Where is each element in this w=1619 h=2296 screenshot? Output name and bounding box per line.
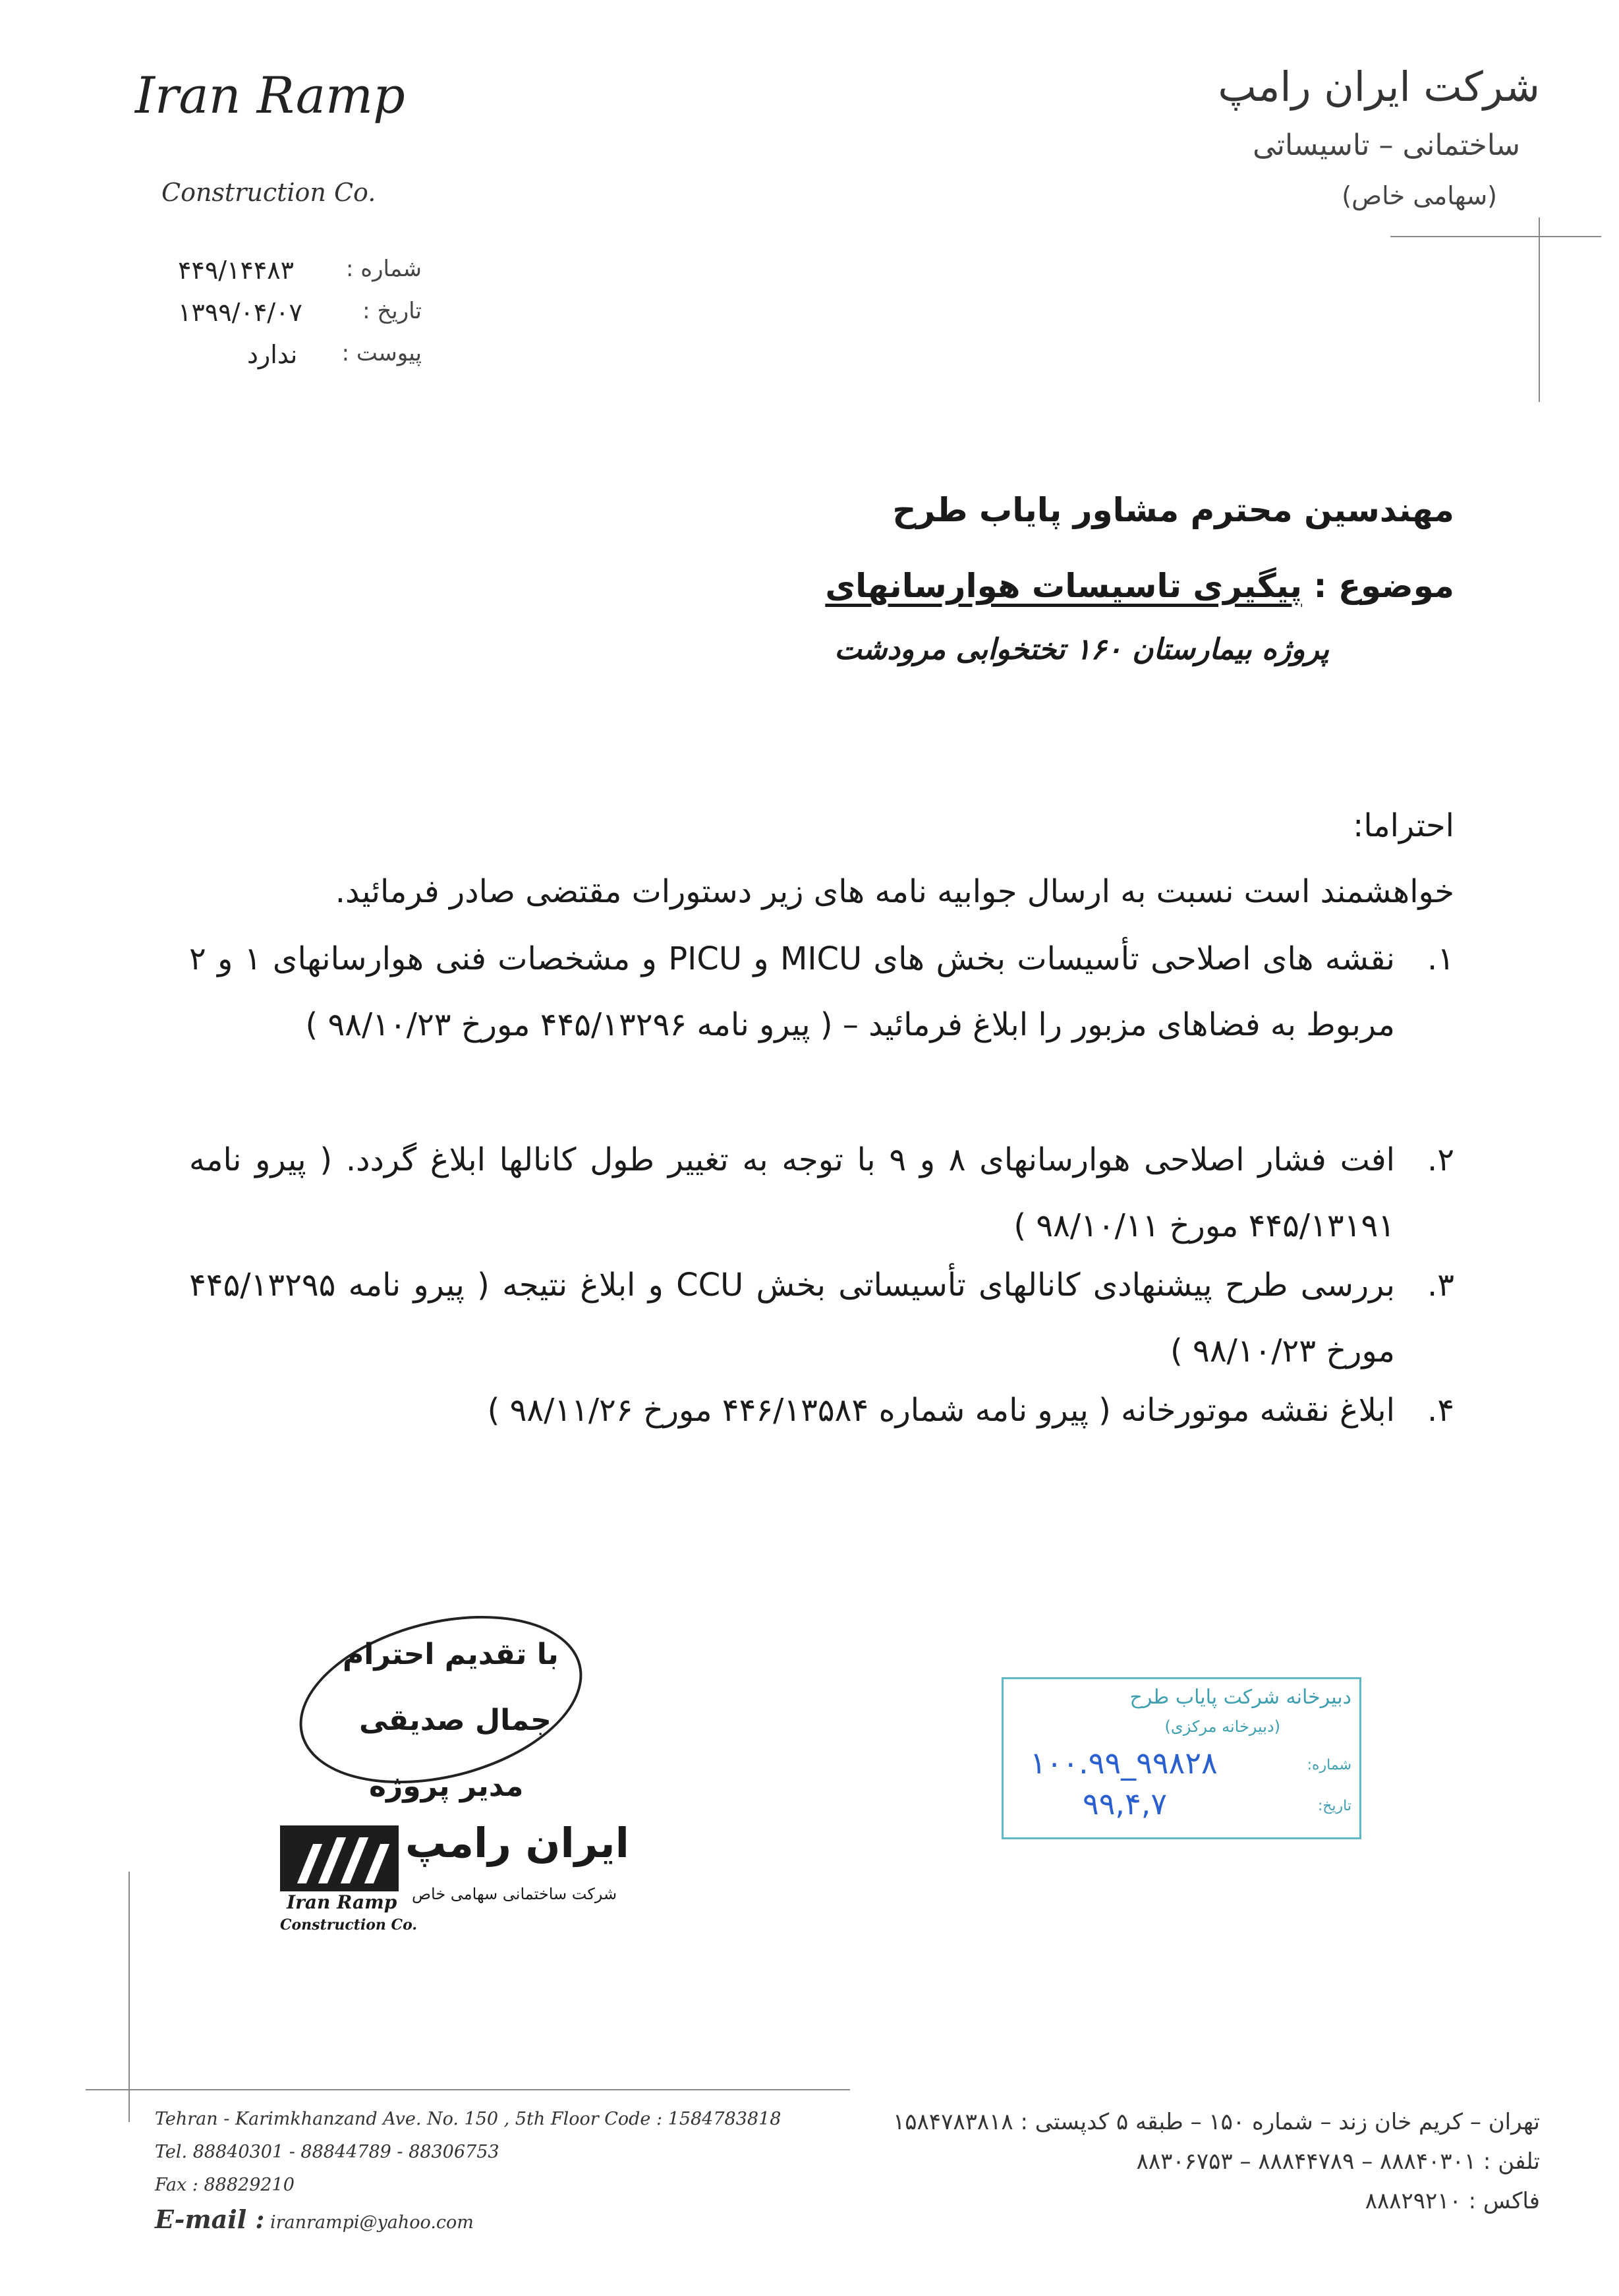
footer-address-en: Tehran - Karimkhanzand Ave. No. 150 , 5th Floor Code : 1584783818 xyxy=(155,2109,781,2129)
greeting: احتراما: xyxy=(1353,807,1454,844)
list-item-number: ۲. xyxy=(1427,1141,1454,1178)
stamp-number-value: ۱۰۰.۹۹_۹۹۸۲۸ xyxy=(1030,1745,1218,1781)
company-share-type-fa: (سهامی خاص) xyxy=(1342,181,1497,210)
footer-email-value: iranrampi@yahoo.com xyxy=(270,2212,474,2233)
list-item-text: افت فشار اصلاحی هوارسانهای ۸ و ۹ با توجه به تغییر طول کانالها ابلاغ گردد. ( پیرو نامه ۴۴۵/۱۳۱۹۱ مورخ ۹۸/۱۰/۱۱ ) xyxy=(189,1141,1395,1244)
list-item xyxy=(189,1377,1454,1443)
stamp-number-label: شماره: xyxy=(1307,1757,1351,1773)
subject xyxy=(825,567,1454,605)
number-label: شماره : xyxy=(346,256,422,282)
closing-phrase: با تقدیم احترام xyxy=(343,1638,559,1671)
attachment-label: پیوست : xyxy=(341,340,422,366)
list-item-number: ۴. xyxy=(1427,1392,1454,1429)
footer-fax-en: Fax : 88829210 xyxy=(155,2175,295,2195)
subject-text: پیگیری تاسیسات هوارسانهای xyxy=(825,567,1303,605)
stamp-date-value: ۹۹,۴,۷ xyxy=(1083,1786,1168,1822)
list-item-number: ۳. xyxy=(1427,1267,1454,1304)
list-item-text: بررسی طرح پیشنهادی کانالهای تأسیساتی بخش CCU و ابلاغ نتیجه ( پیرو نامه ۴۴۵/۱۳۲۹۵ مورخ ۹۸/۱۰/۲۳ ) xyxy=(189,1267,1395,1369)
signer-name: جمال صدیقی xyxy=(359,1704,552,1737)
logo-text-fa: ایران رامپ xyxy=(405,1819,629,1867)
footer-email-label: E-mail : xyxy=(155,2204,265,2234)
company-name-fa: شرکت ایران رامپ xyxy=(1218,63,1540,111)
footer-address-fa: تهران – کریم خان زند – شماره ۱۵۰ – طبقه ۵ کدپستی : ۱۵۸۴۷۸۳۸۱۸ xyxy=(893,2109,1540,2135)
header-corner-line-h xyxy=(1390,236,1601,237)
list-item-text: ابلاغ نقشه موتورخانه ( پیرو نامه شماره ۴۴۶/۱۳۵۸۴ مورخ ۹۸/۱۱/۲۶ ) xyxy=(487,1392,1395,1429)
list-item xyxy=(189,1127,1454,1259)
subject-label: موضوع : xyxy=(1313,567,1454,605)
footer-email-en xyxy=(155,2204,474,2234)
list-item xyxy=(189,926,1454,1058)
company-type-fa: ساختمانی – تاسیساتی xyxy=(1253,129,1520,162)
footer-tel-en: Tel. 88840301 - 88844789 - 88306753 xyxy=(155,2142,499,2162)
attachment-value: ندارد xyxy=(247,340,298,369)
project-name: پروژه بیمارستان ۱۶۰ تختخوابی مرودشت xyxy=(834,633,1329,666)
list-item xyxy=(189,1252,1454,1384)
receipt-stamp xyxy=(1002,1677,1361,1839)
company-logo-icon xyxy=(280,1825,399,1891)
logo-subtext-en: Construction Co. xyxy=(280,1916,418,1934)
footer-fax-fa: فاکس : ۸۸۸۲۹۲۱۰ xyxy=(1365,2188,1540,2214)
signer-role: مدیر پروژه xyxy=(369,1769,524,1803)
stamp-subtitle: (دبیرخانه مرکزی) xyxy=(1164,1717,1280,1736)
stamp-date-label: تاریخ: xyxy=(1317,1798,1351,1814)
logo-subtext-fa: شرکت ساختمانی سهامی خاص xyxy=(412,1885,617,1903)
logo-text-en: Iran Ramp xyxy=(287,1891,397,1913)
margin-line xyxy=(128,1872,130,2122)
intro-paragraph: خواهشمند است نسبت به ارسال جوابیه نامه های زیر دستورات مقتضی صادر فرمائید. xyxy=(335,873,1454,910)
stamp-title: دبیرخانه شرکت پایاب طرح xyxy=(1129,1686,1351,1709)
footer-tel-fa: تلفن : ۸۸۸۴۰۳۰۱ – ۸۸۸۴۴۷۸۹ – ۸۸۳۰۶۷۵۳ xyxy=(1136,2148,1540,2175)
list-item-number: ۱. xyxy=(1427,940,1454,977)
date-value: ۱۳۹۹/۰۴/۰۷ xyxy=(178,298,302,327)
recipient: مهندسین محترم مشاور پایاب طرح xyxy=(892,491,1454,529)
header-corner-line-v xyxy=(1539,217,1540,402)
list-item-text: نقشه های اصلاحی تأسیسات بخش های MICU و PICU و مشخصات فنی هوارسانهای ۱ و ۲ مربوط به فضاهای مزبور را ابلاغ فرمائید – ( پیرو نامه ۴۴۵/۱۳۲۹۶ مورخ ۹۸/۱۰/۲۳ ) xyxy=(189,940,1395,1043)
company-logo-en: Iran Ramp xyxy=(135,66,405,125)
footer-divider xyxy=(86,2089,850,2090)
date-label: تاریخ : xyxy=(362,298,422,324)
company-subtitle-en: Construction Co. xyxy=(161,178,376,207)
number-value: ۴۴۹/۱۴۴۸۳ xyxy=(178,256,295,285)
